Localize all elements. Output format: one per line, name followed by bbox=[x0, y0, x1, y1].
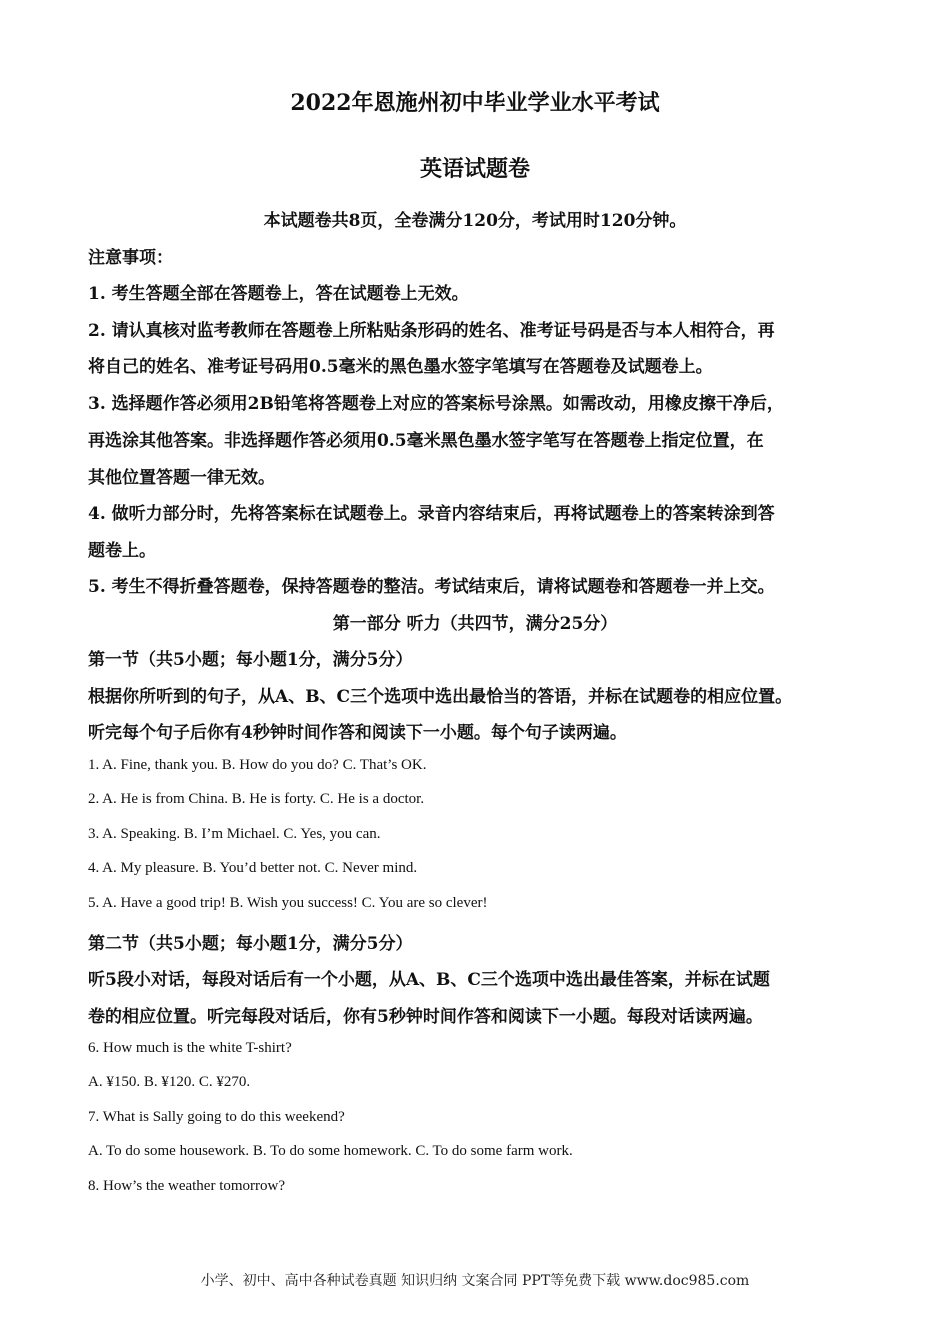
question-item: 2. A. He is from China. B. He is forty. C. He is a doctor. bbox=[88, 791, 425, 807]
question-item: 7. What is Sally going to do this weekend? bbox=[88, 1109, 345, 1125]
page-footer: 小学、初中、高中各种试卷真题 知识归纳 文案合同 PPT等免费下载 www.doc985.com bbox=[200, 1273, 750, 1289]
notice-item: 3. 选择题作答必须用2B铅笔将答题卷上对应的答案标号涂黑。如需改动，用橡皮擦干净后， bbox=[88, 394, 784, 414]
notice-item: 5. 考生不得折叠答题卷，保持答题卷的整洁。考试结束后，请将试题卷和答题卷一并上交。 bbox=[88, 577, 775, 597]
question-item: 4. A. My pleasure. B. You’d better not. C. Never mind. bbox=[88, 860, 418, 876]
section-heading: 第一节（共5小题；每小题1分，满分5分） bbox=[88, 650, 413, 670]
section-instruction: 听5段小对话，每段对话后有一个小题，从A、B、C三个选项中选出最佳答案，并标在试题 bbox=[88, 970, 770, 990]
section-heading: 第二节（共5小题；每小题1分，满分5分） bbox=[88, 934, 413, 954]
question-item: 5. A. Have a good trip! B. Wish you success! C. You are so clever! bbox=[88, 895, 488, 911]
question-option: A. To do some housework. B. To do some homework. C. To do some farm work. bbox=[88, 1143, 573, 1159]
notice-item: 其他位置答题一律无效。 bbox=[88, 468, 275, 488]
exam-title: 2022年恩施州初中毕业学业水平考试 bbox=[290, 90, 660, 116]
exam-subtitle: 英语试题卷 bbox=[419, 156, 530, 182]
notice-item: 4. 做听力部分时，先将答案标在试题卷上。录音内容结束后，再将试题卷上的答案转涂到答 bbox=[88, 504, 775, 524]
question-option: A. ¥150. B. ¥120. C. ¥270. bbox=[88, 1074, 251, 1090]
exam-info: 本试题卷共8页，全卷满分120分，考试用时120分钟。 bbox=[263, 211, 687, 231]
notice-item: 将自己的姓名、准考证号码用0.5毫米的黑色墨水签字笔填写在答题卷及试题卷上。 bbox=[88, 357, 713, 377]
notice-heading: 注意事项： bbox=[88, 248, 173, 268]
question-item: 8. How’s the weather tomorrow? bbox=[88, 1178, 286, 1194]
question-item: 1. A. Fine, thank you. B. How do you do? C. That’s OK. bbox=[88, 757, 427, 773]
section-instruction: 听完每个句子后你有4秒钟时间作答和阅读下一小题。每个句子读两遍。 bbox=[88, 723, 627, 743]
notice-item: 再选涂其他答案。非选择题作答必须用0.5毫米黑色墨水签字笔写在答题卷上指定位置，在 bbox=[88, 431, 764, 451]
question-item: 3. A. Speaking. B. I’m Michael. C. Yes, you can. bbox=[88, 826, 381, 842]
notice-item: 题卷上。 bbox=[88, 541, 156, 561]
section-instruction: 根据你所听到的句子，从A、B、C三个选项中选出最恰当的答语，并标在试题卷的相应位置。 bbox=[88, 687, 793, 707]
section-instruction: 卷的相应位置。听完每段对话后，你有5秒钟时间作答和阅读下一小题。每段对话读两遍。 bbox=[88, 1007, 763, 1027]
part-heading: 第一部分 听力（共四节，满分25分） bbox=[332, 614, 618, 634]
question-item: 6. How much is the white T-shirt? bbox=[88, 1040, 292, 1056]
notice-item: 1. 考生答题全部在答题卷上，答在试题卷上无效。 bbox=[88, 284, 469, 304]
notice-item: 2. 请认真核对监考教师在答题卷上所粘贴条形码的姓名、准考证号码是否与本人相符合，再 bbox=[88, 321, 775, 341]
